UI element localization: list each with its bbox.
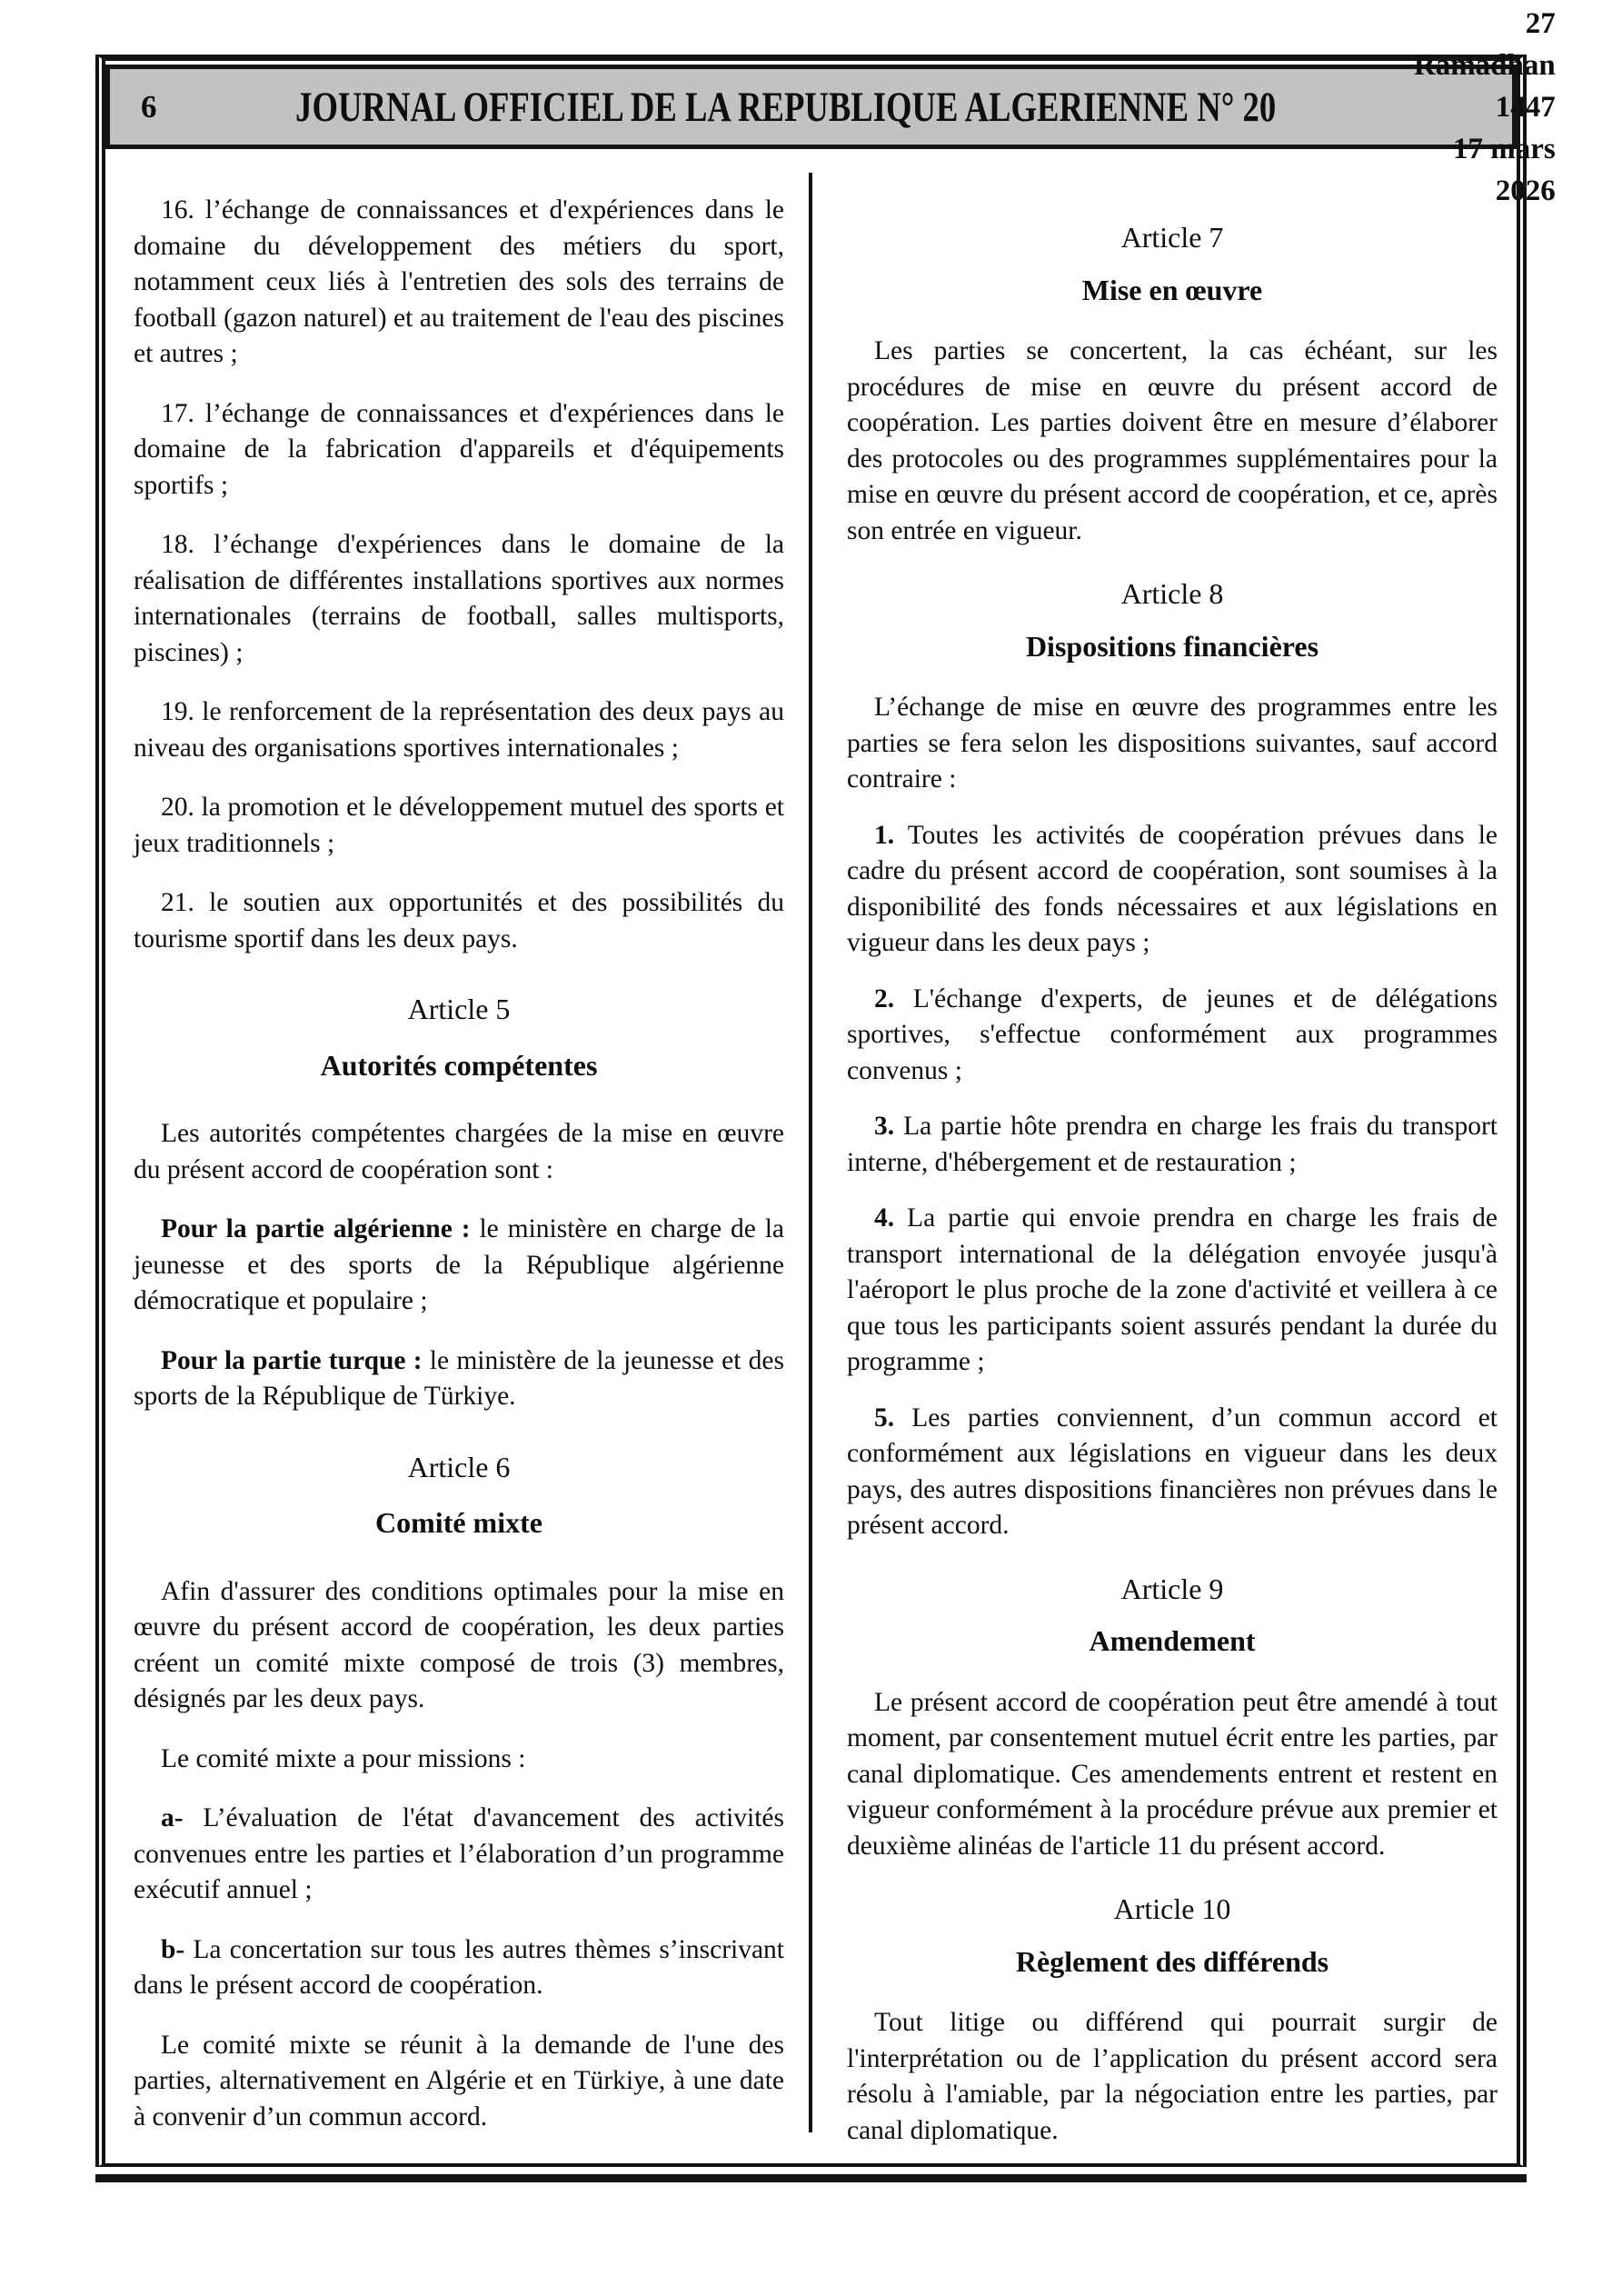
paragraph-text: le ministère en charge de la jeunesse et des sports de la République algérienne démocratique et populaire ; bbox=[134, 1214, 785, 1315]
left-column bbox=[134, 180, 784, 2159]
paragraph-lead: 5. bbox=[874, 1403, 895, 1433]
paragraph-lead: Pour la partie turque : bbox=[161, 1345, 423, 1375]
paragraph bbox=[847, 1201, 1498, 1381]
paragraph-lead: 4. bbox=[874, 1203, 895, 1233]
article-heading: Article 5 bbox=[407, 993, 511, 1025]
paragraph-text: L’évaluation de l'état d'avancement des activités convenues entre les parties et l’élaboration d’un programme exécutif annuel ; bbox=[134, 1803, 785, 1904]
paragraph: 18. l’échange d'expériences dans le domaine de la réalisation de différentes installations sportives aux normes internationales (terrains de football, salles multisports, piscines) ; bbox=[134, 530, 784, 667]
paragraph: 16. l’échange de connaissances et d'expériences dans le domaine du développement des métiers du sport, notamment ceux liés à l'entretien des sols des terrains de football (gazon naturel) et au traitement de l'eau des piscines et autres ; bbox=[134, 195, 784, 368]
paragraph: Le comité mixte se réunit à la demande de l'une des parties, alternativement en Algérie et en Türkiye, à une date à convenir d’un commun accord. bbox=[134, 2030, 784, 2131]
article-heading: Article 9 bbox=[1120, 1572, 1224, 1605]
paragraph: Le comité mixte a pour missions : bbox=[161, 1743, 526, 1773]
article-heading: Article 10 bbox=[1113, 1892, 1231, 1925]
date-gregorian: 17 mars 2026 bbox=[1453, 132, 1556, 207]
paragraph bbox=[134, 1932, 784, 2004]
paragraph bbox=[134, 1801, 784, 1909]
page-number: 6 bbox=[141, 88, 157, 125]
paragraph: Les autorités compétentes chargées de la mise en œuvre du présent accord de coopération sont : bbox=[134, 1119, 784, 1184]
paragraph-lead: 1. bbox=[874, 820, 895, 850]
paragraph-text: le ministère de la jeunesse et des sports de la République de Türkiye. bbox=[134, 1345, 785, 1411]
paragraph bbox=[847, 818, 1498, 962]
article-subtitle: Amendement bbox=[1089, 1624, 1256, 1657]
paragraph-lead: Pour la partie algérienne : bbox=[161, 1214, 471, 1243]
right-column bbox=[847, 180, 1498, 2169]
journal-title bbox=[157, 83, 1414, 132]
article-heading: Article 6 bbox=[407, 1450, 511, 1483]
bottom-rule bbox=[95, 2174, 1527, 2182]
header-bar bbox=[105, 6, 1556, 207]
paragraph: L’échange de mise en œuvre des programmes entre les parties se fera selon les dispositions suivantes, sauf accord contraire : bbox=[847, 693, 1498, 794]
article-heading: Article 8 bbox=[1120, 577, 1224, 610]
paragraph: Tout litige ou différend qui pourrait surgir de l'interprétation ou de l’application du présent accord sera résolu à l'amiable, par la négociation entre les parties, par canal diplomatique. bbox=[847, 2008, 1498, 2145]
article-subtitle: Règlement des différends bbox=[1015, 1944, 1329, 1978]
paragraph-lead: 2. bbox=[874, 983, 895, 1013]
paragraph: 21. le soutien aux opportunités et des possibilités du tourisme sportif dans les deux pays. bbox=[134, 888, 784, 953]
paragraph: 19. le renforcement de la représentation des deux pays au niveau des organisations sportives internationales ; bbox=[134, 697, 784, 763]
column-divider bbox=[809, 173, 812, 2132]
paragraph-text: La partie qui envoie prendra en charge les frais de transport international de la délégation envoyée jusqu'à l'aéroport le plus proche de la zone d'activité et veillera à ce que tous les participants soient assurés pendant la durée du programme ; bbox=[847, 1203, 1498, 1376]
paragraph: Le présent accord de coopération peut être amendé à tout moment, par consentement mutuel écrit entre les parties, par canal diplomatique. Ces amendements entrent et restent en vigueur conformément à la procédure prévue aux premier et deuxième alinéas de l'article 11 du présent accord. bbox=[847, 1687, 1498, 1861]
paragraph bbox=[847, 1109, 1498, 1181]
paragraph-text: Toutes les activités de coopération prévues dans le cadre du présent accord de coopération, sont soumises à la disponibilité des fonds nécessaires et aux législations en vigueur dans les deux pays ; bbox=[847, 820, 1498, 957]
paragraph-text: Les parties conviennent, d’un commun accord et conformément aux législations en vigueur dans les deux pays, des autres dispositions financières non prévues dans le présent accord. bbox=[847, 1403, 1498, 1540]
paragraph-lead: 3. bbox=[874, 1112, 895, 1141]
paragraph bbox=[134, 1212, 784, 1320]
article-heading: Article 7 bbox=[1120, 221, 1224, 254]
journal-title-text: JOURNAL OFFICIEL DE LA REPUBLIQUE ALGERIENNE N° 20 bbox=[294, 83, 1276, 131]
paragraph-text: La partie hôte prendra en charge les frais du transport interne, d'hébergement et de restauration ; bbox=[847, 1112, 1498, 1177]
paragraph: Les parties se concertent, la cas échéant, sur les procédures de mise en œuvre du présent accord de coopération. Les parties doivent être en mesure d’élaborer des protocoles ou des programmes supplémentaires pour la mise en œuvre du présent accord de coopération, et ce, après son entrée en vigueur. bbox=[847, 336, 1498, 545]
paragraph: Afin d'assurer des conditions optimales pour la mise en œuvre du présent accord de coopération, les deux parties créent un comité mixte composé de trois (3) membres, désignés par les deux pays. bbox=[134, 1576, 784, 1713]
paragraph-lead: b- bbox=[161, 1934, 185, 1964]
paragraph bbox=[847, 982, 1498, 1090]
paragraph: 17. l’échange de connaissances et d'expériences dans le domaine de la fabrication d'appareils et d'équipements sportifs ; bbox=[134, 398, 784, 500]
paragraph bbox=[134, 1343, 784, 1415]
date-hijri: 27 Ramadhan 1447 bbox=[1413, 6, 1556, 124]
paragraph-text: La concertation sur tous les autres thèmes s’inscrivant dans le présent accord de coopération. bbox=[134, 1934, 784, 2000]
paragraph bbox=[847, 1401, 1498, 1544]
article-subtitle: Mise en œuvre bbox=[1081, 273, 1263, 306]
article-subtitle: Dispositions financières bbox=[1025, 629, 1319, 663]
paragraph-text: L'échange d'experts, de jeunes et de délégations sportives, s'effectue conformément aux programmes convenus ; bbox=[847, 983, 1498, 1085]
article-subtitle: Autorités compétentes bbox=[320, 1048, 598, 1082]
paragraph: 20. la promotion et le développement mutuel des sports et jeux traditionnels ; bbox=[134, 793, 784, 858]
paragraph-lead: a- bbox=[161, 1803, 184, 1832]
article-subtitle: Comité mixte bbox=[375, 1506, 542, 1539]
